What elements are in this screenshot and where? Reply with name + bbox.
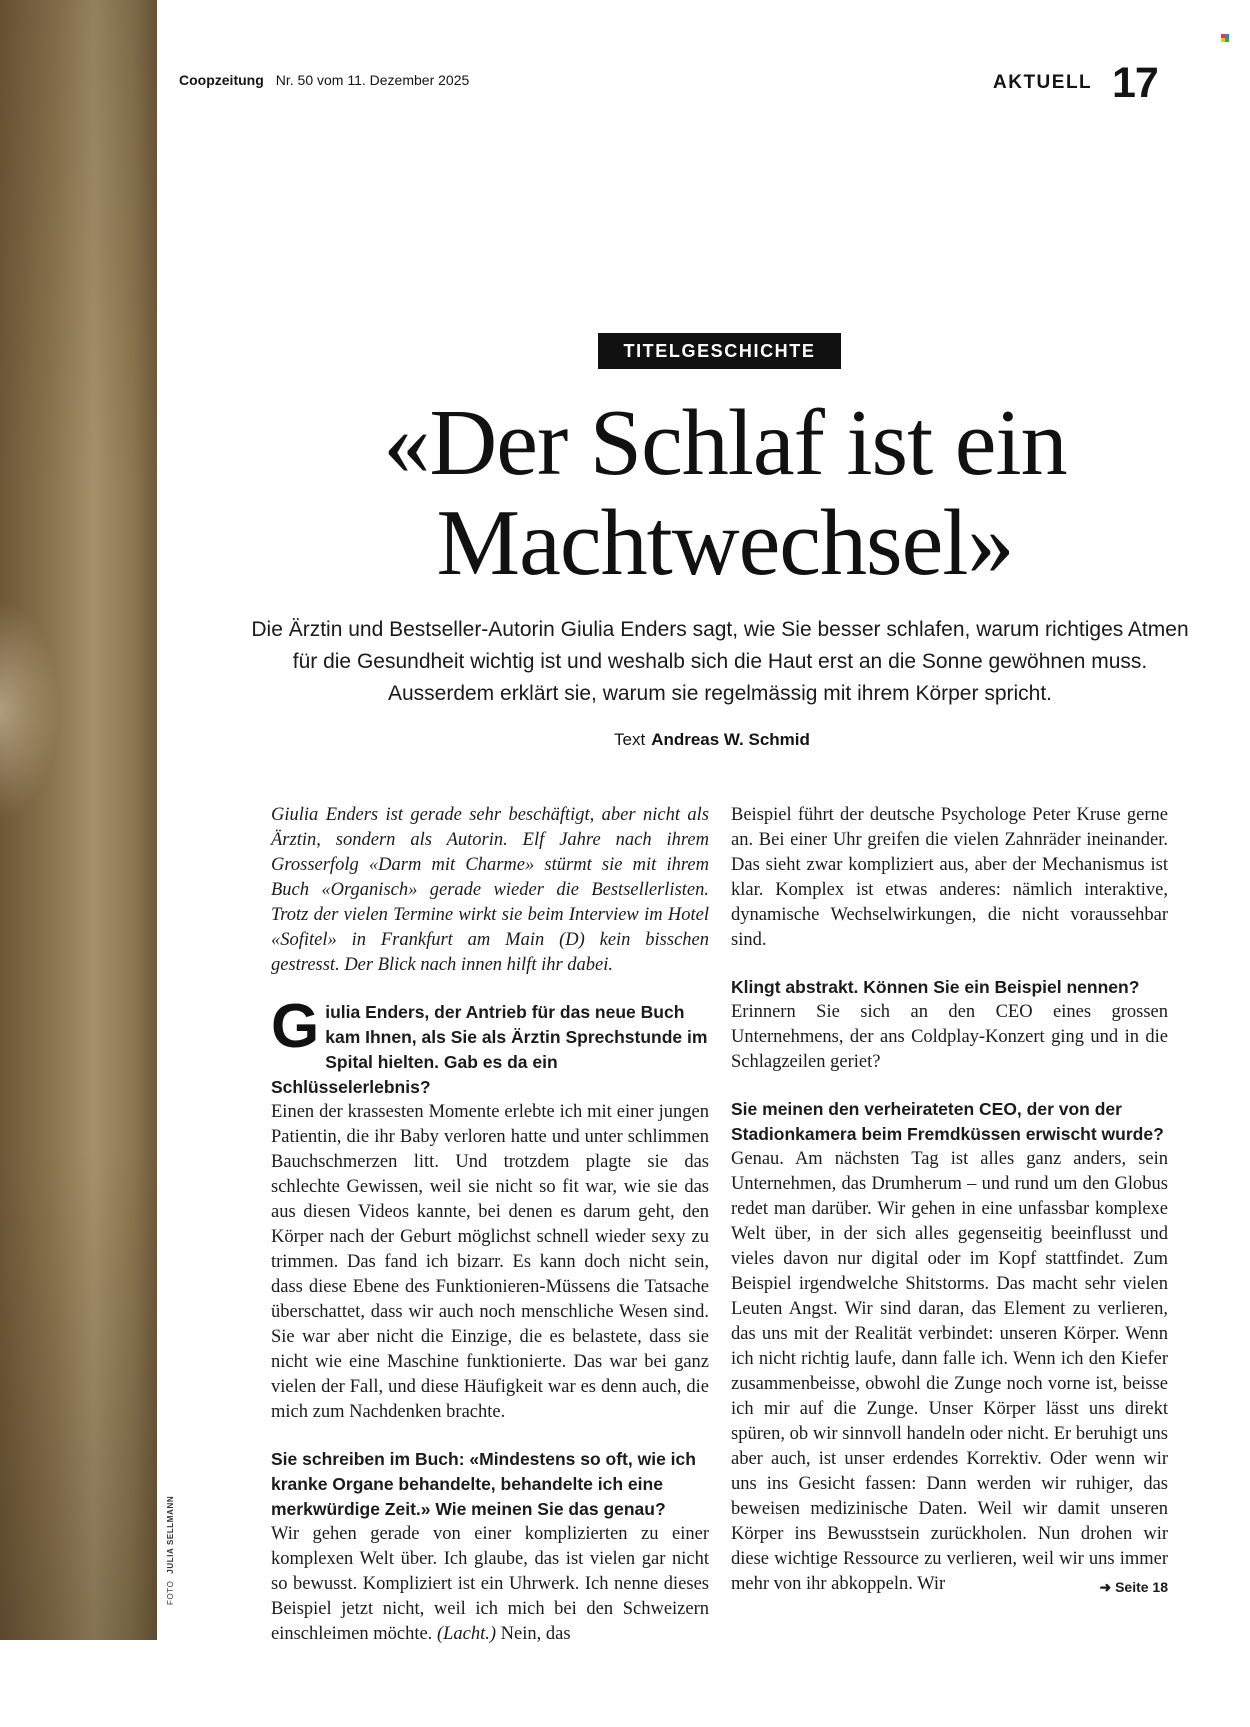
lead-paragraph: Die Ärztin und Bestseller-Autorin Giulia Enders sagt, wie Sie besser schlafen, warum richtiges Atmen für die Gesundheit wichtig ist und weshalb sich die Haut erst an die Sonne gewöhnen muss. Ausserdem erklärt sie, warum sie regelmässig mit ihrem Körper spricht. (251, 618, 1189, 705)
intro-paragraph: Giulia Enders ist gerade sehr beschäftigt, aber nicht als Ärztin, sondern als Autorin. Elf Jahre nach ihrem Grosserfolg «Darm mit Charme» stürmt sie mit ihrem Buch «Organisch» gerade wieder die Bestsellerlisten. Trotz der vielen Termine wirkt sie beim Interview im Hotel «Sofitel» in Frankfurt am Main (D) kein bisschen gestresst. Der Blick nach innen hilft ihr dabei. (271, 805, 709, 975)
publication-name: Coopzeitung (179, 72, 264, 88)
question-4: Sie meinen den verheirateten CEO, der von der Stadionkamera beim Fremdküssen erwischt wurde? (731, 1099, 1164, 1144)
question-1 (271, 992, 709, 1100)
answer-3: Erinnern Sie sich an den CEO eines grossen Unternehmens, der ans Coldplay-Konzert ging und in die Schlagzeilen geriet? (731, 1002, 1168, 1072)
answer-1: Einen der krassesten Momente erlebte ich mit einer jungen Patientin, die ihr Baby verloren hatte und unter schlimmen Bauchschmerzen litt. Und trotzdem plagte sie das schlechte Gewissen, weil sie nicht so fit war, wie sie das aus diesen Videos kannte, bei denen es darum geht, den Körper nach der Geburt möglichst schnell wieder sexy zu trimmen. Das fand ich bizarr. Es kann doch nicht sein, dass diese Ebene des Funktionieren-Müssens die Tatsache überschattet, dass wir auch noch menschliche Wesen sind. Sie war aber nicht die Einzige, die es belastete, dass sie nicht wie eine Maschine funktionierte. Das war bei ganz vielen der Fall, und diese Häufigkeit war es denn auch, die mich zum Nachdenken brachte. (271, 1102, 709, 1422)
byline-label: Text (614, 730, 646, 749)
publication-header (179, 72, 469, 88)
article-column-right (731, 803, 1168, 1600)
answer-2-continued: Beispiel führt der deutsche Psychologe Peter Kruse gerne an. Bei einer Uhr greifen die vielen Zahnräder ineinander. Das sieht zwar kompliziert aus, aber der Mechanismus ist klar. Komplex ist etwas anderes: nämlich interaktive, dynamische Wechselwirkungen, die nicht voraussehbar sind. (731, 805, 1168, 950)
question-1-text: iulia Enders, der Antrieb für das neue Buch kam Ihnen, als Sie als Ärztin Sprechstunde im Spital hielten. Gab es da ein Schlüsselerlebnis? (271, 1002, 708, 1097)
page-number: 17 (1112, 59, 1158, 107)
answer-2-end: Nein, das (500, 1624, 571, 1644)
drop-cap: G (271, 992, 320, 1061)
color-registration-icon (1221, 34, 1229, 42)
continue-link[interactable]: ➜ Seite 18 (1099, 1579, 1168, 1595)
byline-author: Andreas W. Schmid (651, 730, 810, 749)
photo-credit-name: JULIA SELLMANN (166, 1495, 175, 1574)
article-column-left (271, 803, 709, 1647)
answer-4-text: Genau. Am nächsten Tag ist alles ganz anders, sein Unternehmen, das Drumherum – und rund um den Globus redet man darüber. Wir gehen in eine unfassbar komplexe Welt über, in der sich alles gegenseitig beeinflusst und vieles davon nur digital oder im Kopf stattfindet. Zum Beispiel irgendwelche Shitstorms. Das macht sehr vielen Leuten Angst. Wir sind daran, das Element zu verlieren, das uns mit der Realität verbindet: unseren Körper. Wenn ich nicht richtig laufe, dann falle ich. Wenn ich den Kiefer zusammenbeisse, obwohl die Zunge noch vorne ist, beisse ich mir auf die Zunge. Unser Körper lässt uns direkt spüren, ob wir sinnvoll handeln oder nicht. Er beruhigt uns aber auch, ist unser erdendes Korrektiv. Oder wenn wir uns ins Gesicht fassen: Dann werden wir ruhiger, das beweisen medizinische Daten. Weil wir damit unseren Körper ins Bewusstsein zurückholen. Nun drohen wir diese wichtige Ressource zu verlieren, weil wir uns immer mehr von ihr abkoppeln. Wir (731, 1149, 1168, 1594)
question-3: Klingt abstrakt. Können Sie ein Beispiel nennen? (731, 977, 1140, 997)
issue-info: Nr. 50 vom 11. Dezember 2025 (275, 72, 470, 88)
cover-photo-strip (0, 0, 157, 1640)
photo-credit-label: FOTO (166, 1580, 175, 1605)
byline (614, 730, 810, 750)
answer-2-laugh: (Lacht.) (436, 1624, 497, 1644)
answer-2-text: Wir gehen gerade von einer komplizierten zu einer komplexen Welt über. Ich glaube, das ist vielen gar nicht so bewusst. Kompliziert ist ein Uhrwerk. Ich nenne dieses Beispiel jetzt nicht, weil ich mich bei den Schweizern einschleimen möchte. (271, 1524, 709, 1644)
answer-2 (271, 1522, 709, 1647)
photo-credit (166, 1496, 175, 1605)
question-2: Sie schreiben im Buch: «Mindestens so oft, wie ich kranke Organe behandelte, behandelte ich eine merkwürdige Zeit.» Wie meinen Sie das genau? (271, 1449, 696, 1519)
kicker-badge: TITELGESCHICHTE (598, 333, 841, 369)
section-label: AKTUELL (993, 72, 1093, 93)
answer-4 (731, 1147, 1168, 1597)
headline: «Der Schlaf ist ein Machtwechsel» (383, 391, 1067, 595)
